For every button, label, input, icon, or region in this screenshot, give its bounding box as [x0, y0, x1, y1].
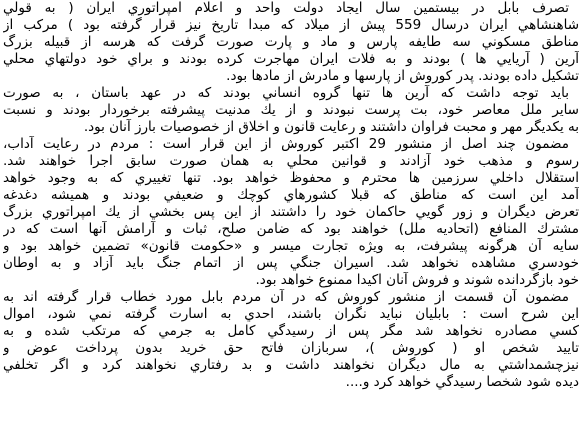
paragraph-2 — [3, 85, 579, 136]
paragraph-3 — [3, 136, 579, 289]
text-line: اين شرح است : بابليان نبايد نگران باشند، احدي به اسارت گرفته نمي شود، اموال — [3, 306, 579, 322]
text-line: مشترك المنافع (اتحاديه ملل) خواهند بود كه ضامن صلح، ثبات و آرامش آنها است كه در — [3, 221, 579, 237]
text-line: آمد اين است كه مناطق كه قبلا كشورهاي كوچك و ضعيفي بودند و هميشه دغدغه — [3, 187, 579, 203]
text-line: آرين ( آريايي ها ) بودند و به فلات ايران مهاجرت كرده بودند و براي خود دولتهاي محلي — [3, 51, 579, 67]
text-line: خود بازگردانده شوند و فروش آنان اكيدا ممنوع خواهد بود. — [255, 272, 579, 288]
document-body — [3, 0, 579, 391]
text-line: تعرض ديگران و زور گويي حاكمان خود را داشتند از اين پس بخشي از يك امپراتوري بزرگ — [3, 204, 579, 220]
text-line: تصرف بابل در بيستمين سال ايجاد دولت واحد و اعلام امپراتوري ايران ( به قولي — [3, 0, 569, 16]
text-line: سايه آن هرگونه پيشرفت، به ويژه تجارت ميسر و «حكومت قانون» تضمين خواهد بود و — [3, 238, 579, 254]
text-line: مناطق مسكوني سه طايفه پارس و ماد و پارت صورت گرفت كه هرسه از قبيله بزرگ — [3, 34, 579, 50]
text-line: استقلال داخلي سرزمين ها محترم و محفوظ خواهد بود. تنها تغييري كه به وجود خواهد — [3, 170, 579, 186]
text-line: تاييد شخص او ( كوروش )، سربازان فاتح حق خريد بدون پرداخت عوض و — [3, 340, 579, 356]
text-line: تشكيل داده بودند. پدر كوروش از پارسها و مادرش از مادها بود. — [226, 68, 579, 84]
text-line: ساير ملل معاصر خود، بت پرست نبودند و از يك مدنيت پيشرفته برخوردار بودند و نسبت — [3, 102, 579, 118]
text-line: نيزچشمداشتي به مال ديگران نخواهند داشت و بد رفتاري نخواهند كرد و اگر تخلفي — [3, 357, 579, 373]
paragraph-4 — [3, 289, 579, 391]
text-line: ديده شود شخصا رسيدگي خواهد كرد و.... — [345, 374, 579, 390]
text-line: بايد توجه داشت كه آرين ها تنها گروه انساني بودند كه در عهد باستان ، به صورت — [3, 85, 569, 101]
text-line: مضمون چند اصل از منشور 29 اكتبر كوروش از اين قرار است : مردم در رعايت آداب، — [3, 136, 569, 152]
text-line: خودسري مشاهده نخواهد شد. اسيران جنگي پس از اتمام جنگ بايد آزاد و به اوطان — [3, 255, 579, 271]
text-line: كسي مصادره نخواهد شد مگر پس از رسيدگي كامل به جرمي كه مرتكب شده و به — [3, 323, 579, 339]
text-line: رسوم و مذهب خود آزادند و قوانين محلي به همان صورت سابق اجرا خواهند شد. — [3, 153, 579, 169]
text-line: شاهنشاهي ايران درسال 559 پيش از ميلاد كه مبدا تاريخ نيز قرار گرفته بود ) مركب از — [3, 17, 579, 33]
text-line: به يكديگر مهر و محبت فراوان داشتند و رعايت قانون و اخلاق از خصوصيات بارز آنان بود. — [83, 119, 579, 135]
paragraph-1 — [3, 0, 579, 85]
text-line: مضمون آن قسمت از منشور كوروش كه در آن مردم بابل مورد خطاب قرار گرفته اند به — [3, 289, 569, 305]
